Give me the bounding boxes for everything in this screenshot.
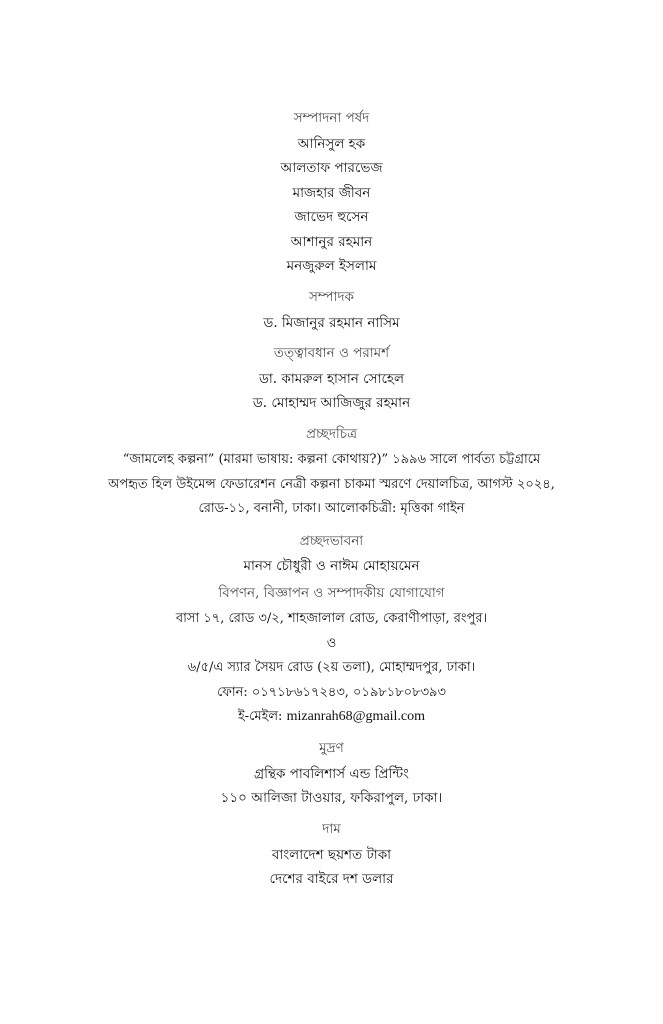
email-address: mizanrah68@gmail.com (286, 709, 426, 724)
printer-name: গ্রন্থিক পাবলিশার্স এন্ড প্রিন্টিং (254, 766, 409, 782)
cover-concept-heading: প্রচ্ছদভাবনা (299, 533, 364, 549)
editor-name: ড. মিজানুর রহমান নাসিম (263, 315, 400, 331)
contact-address-dhaka: ৬/৫/এ স্যার সৈয়দ রোড (২য় তলা), মোহাম্মদপুর, ঢাকা। (187, 660, 476, 675)
editorial-board-member: মনজুরুল ইসলাম (286, 258, 377, 274)
price-domestic: বাংলাদেশ ছয়শত টাকা (271, 847, 392, 863)
editorial-board-member: আশানুর রহমান (290, 234, 373, 250)
editorial-board-member: আনিসুল হক (297, 136, 366, 152)
cover-image-caption-line: রোড-১১, বনানী, ঢাকা। আলোকচিত্রী: মৃত্তিকা গাইন (198, 501, 465, 516)
price-abroad: দেশের বাইরে দশ ডলার (269, 871, 394, 887)
contact-address-rangpur: বাসা ১৭, রোড ৩/২, শাহজালাল রোড, কেরাণীপাড়া, রংপুর। (175, 611, 488, 626)
contact-phone: ফোন: ০১৭১৮৬১৭২৪৩, ০১৯৮১৮০৮৩৯৩ (217, 685, 446, 700)
contact-conjunction: ও (326, 636, 337, 651)
printer-address: ১১০ আলিজা টাওয়ার, ফকিরাপুল, ঢাকা। (220, 790, 443, 806)
printing-heading: মুদ্রণ (319, 740, 344, 756)
editorial-board-member: মাজহার জীবন (292, 185, 371, 201)
cover-image-heading: প্রচ্ছদচিত্র (305, 426, 357, 442)
editorial-board-heading: সম্পাদনা পর্ষদ (293, 110, 370, 126)
contact-heading: বিপণন, বিজ্ঞাপন ও সম্পাদকীয় যোগাযোগ (218, 585, 445, 601)
contact-email-line (20, 707, 643, 729)
editorial-board-member: আলতাফ পারভেজ (280, 160, 383, 176)
cover-image-caption-line: “জামলেহ কল্পনা” (মারমা ভাষায়: কল্পনা কোথায়?)” ১৯৯৬ সালে পার্বত্য চট্টগ্রামে (122, 452, 541, 467)
cover-image-caption-line: অপহৃত হিল উইমেন্স ফেডারেশন নেত্রী কল্পনা চাকমা স্মরণে দেয়ালচিত্র, আগস্ট ২০২৪, (108, 477, 555, 492)
cover-concept-names: মানস চৌধুরী ও নাঈম মোহায়মেন (243, 558, 420, 574)
advisors-heading: তত্ত্বাবধান ও পরামর্শ (273, 345, 390, 361)
editorial-board-member: জাভেদ হুসেন (294, 209, 369, 225)
advisor-name: ডা. কামরুল হাসান সোহেল (258, 371, 405, 387)
price-heading: দাম (322, 821, 341, 837)
editor-heading: সম্পাদক (308, 289, 354, 305)
email-label: ই-মেইল: (237, 709, 283, 724)
advisor-name: ড. মোহাম্মদ আজিজুর রহমান (252, 395, 411, 411)
